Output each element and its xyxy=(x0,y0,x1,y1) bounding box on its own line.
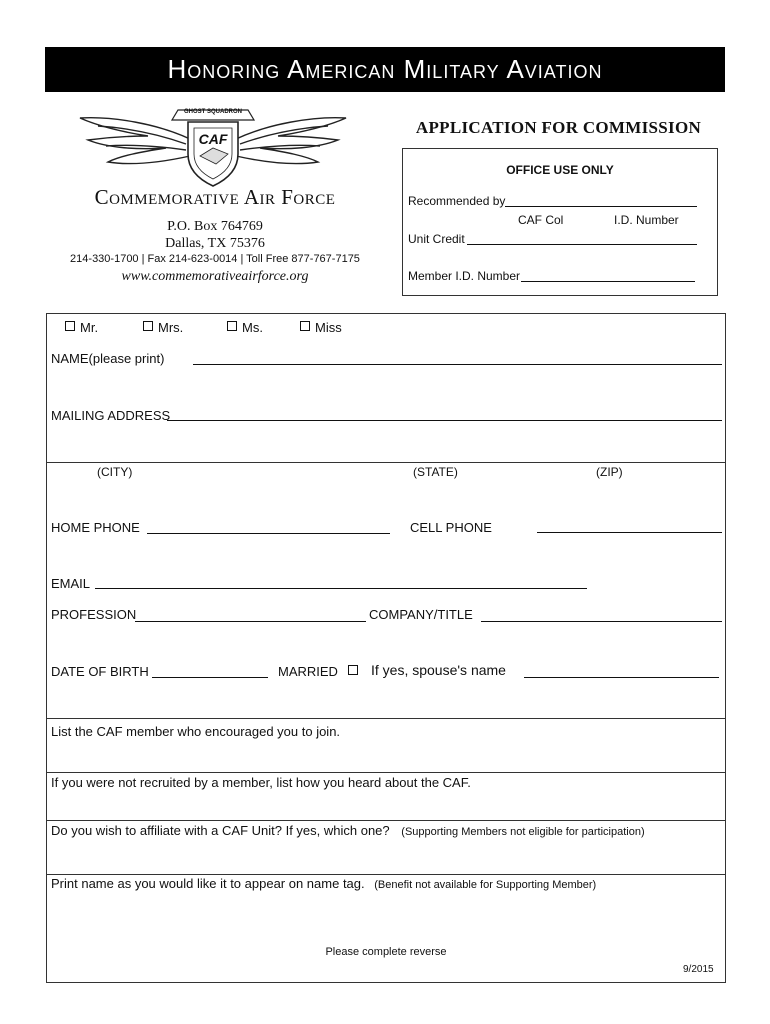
state-label: (STATE) xyxy=(413,465,458,479)
name-field[interactable] xyxy=(193,364,722,365)
profession-label: PROFESSION xyxy=(51,607,137,622)
cell-phone-field[interactable] xyxy=(537,532,722,533)
name-tag-question-text: Print name as you would like it to appear on name tag. xyxy=(51,876,365,891)
divider xyxy=(47,772,725,773)
checkbox-icon[interactable] xyxy=(227,321,237,331)
logo-ribbon-text: GHOST SQUADRON xyxy=(183,109,242,115)
phone-numbers: 214-330-1700 | Fax 214-623-0014 | Toll Free 877-767-7175 xyxy=(70,253,360,265)
divider xyxy=(47,874,725,875)
unit-credit-field[interactable] xyxy=(467,244,697,245)
office-use-title: OFFICE USE ONLY xyxy=(506,163,614,177)
recommended-by-label: Recommended by xyxy=(408,194,506,208)
salutation-mrs-label: Mrs. xyxy=(158,320,184,335)
name-label: NAME(please print) xyxy=(51,351,165,366)
question-heard-about: If you were not recruited by a member, list how you heard about the CAF. xyxy=(51,775,471,790)
salutation-mrs[interactable] xyxy=(143,320,183,335)
salutation-mr[interactable] xyxy=(65,320,98,335)
unit-credit-label: Unit Credit xyxy=(408,232,465,246)
form-version: 9/2015 xyxy=(683,964,714,975)
cell-phone-label: CELL PHONE xyxy=(410,520,492,535)
id-number-label: I.D. Number xyxy=(614,213,679,227)
recommended-by-field[interactable] xyxy=(505,206,697,207)
home-phone-field[interactable] xyxy=(147,533,390,534)
org-name: Commemorative Air Force xyxy=(94,185,336,209)
divider xyxy=(47,718,725,719)
company-title-label: COMPANY/TITLE xyxy=(369,607,473,622)
mailing-address-label: MAILING ADDRESS xyxy=(51,408,171,423)
married-text: MARRIED xyxy=(278,664,338,679)
member-id-label: Member I.D. Number xyxy=(408,269,521,283)
application-title: APPLICATION FOR COMMISSION xyxy=(415,118,702,137)
divider xyxy=(47,462,725,463)
salutation-mr-label: Mr. xyxy=(80,320,99,335)
salutation-miss[interactable] xyxy=(300,320,342,335)
complete-reverse-note: Please complete reverse xyxy=(325,946,447,958)
salutation-ms-label: Ms. xyxy=(242,320,263,335)
salutation-miss-label: Miss xyxy=(315,320,342,335)
city-label: (CITY) xyxy=(97,465,133,479)
married-label[interactable] xyxy=(278,664,363,679)
website-link[interactable]: www.commemorativeairforce.org xyxy=(121,269,309,284)
affiliate-question-text: Do you wish to affiliate with a CAF Unit? If yes, which one? xyxy=(51,823,390,838)
email-field[interactable] xyxy=(95,588,587,589)
affiliate-note: (Supporting Members not eligible for participation) xyxy=(401,826,645,838)
home-phone-label: HOME PHONE xyxy=(51,520,140,535)
profession-field[interactable] xyxy=(135,621,366,622)
address-line1: P.O. Box 764769 xyxy=(167,219,263,234)
banner-title: Honoring American Military Aviation xyxy=(45,47,725,92)
logo-center-text: CAF xyxy=(198,131,228,147)
office-use-box xyxy=(402,148,718,296)
divider xyxy=(47,820,725,821)
company-title-field[interactable] xyxy=(481,621,722,622)
checkbox-icon[interactable] xyxy=(65,321,75,331)
question-name-tag xyxy=(51,876,596,891)
checkbox-icon[interactable] xyxy=(300,321,310,331)
caf-logo xyxy=(78,104,348,189)
spouse-name-label: If yes, spouse's name xyxy=(371,662,506,678)
question-encouraged-by: List the CAF member who encouraged you to join. xyxy=(51,724,341,739)
mailing-address-field[interactable] xyxy=(167,420,722,421)
salutation-ms[interactable] xyxy=(227,320,263,335)
address-line2: Dallas, TX 75376 xyxy=(165,236,265,251)
spouse-name-field[interactable] xyxy=(524,677,719,678)
checkbox-icon[interactable] xyxy=(143,321,153,331)
caf-col-label: CAF Col xyxy=(518,213,564,227)
email-label: EMAIL xyxy=(51,576,91,591)
question-affiliate-unit xyxy=(51,823,645,838)
date-of-birth-label: DATE OF BIRTH xyxy=(51,664,149,679)
application-form xyxy=(46,313,726,983)
member-id-field[interactable] xyxy=(521,281,695,282)
name-tag-note: (Benefit not available for Supporting Member) xyxy=(374,879,597,891)
zip-label: (ZIP) xyxy=(596,465,623,479)
checkbox-icon[interactable] xyxy=(348,665,358,675)
date-of-birth-field[interactable] xyxy=(152,677,268,678)
